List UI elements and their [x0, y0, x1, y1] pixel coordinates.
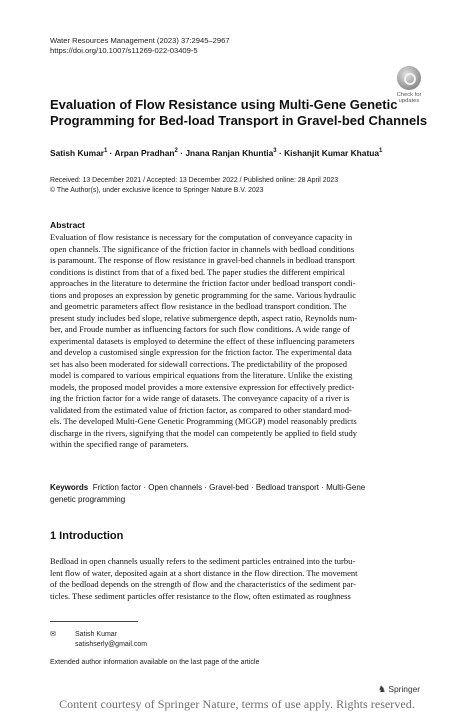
affiliation-mark: 2: [174, 148, 178, 155]
doi-link[interactable]: https://doi.org/10.1007/s11269-022-03409-5: [50, 46, 198, 55]
publisher-logo[interactable]: [378, 684, 420, 695]
springer-horse-icon: ♞: [378, 684, 387, 694]
author-name[interactable]: Jnana Ranjan Khuntia: [185, 148, 274, 158]
abstract-line: and develop a customised single expression for the friction factor. The experimental data: [50, 347, 352, 357]
author-separator: ·: [177, 148, 186, 158]
affiliation-mark: 3: [273, 148, 277, 155]
author-separator: ·: [276, 148, 285, 158]
abstract-line: model is compared to various empirical equations from the literature. Unlike the existing: [50, 370, 353, 380]
author-list: [50, 148, 382, 158]
author-name[interactable]: Satish Kumar: [50, 148, 104, 158]
abstract-body: [50, 232, 427, 451]
article-title: [50, 97, 430, 129]
publication-history: [50, 176, 338, 196]
intro-line: lent flow of water, deposited again at a short distance in the flow direction. The movement: [50, 567, 358, 578]
corresponding-author-email[interactable]: satishserly@gmail.com: [75, 641, 148, 648]
check-for-updates-icon[interactable]: [397, 66, 421, 90]
corresponding-author-name: Satish Kumar: [75, 631, 118, 638]
abstract-heading: Abstract: [50, 220, 85, 230]
abstract-line: open channels. The significance of the friction factor in channels with bedload conditions: [50, 243, 355, 254]
keywords-label: Keywords: [50, 483, 89, 492]
intro-line: ticles. These sediment particles offer resistance to the flow, often estimated as roughness: [50, 590, 351, 601]
abstract-line: validated from the estimated value of friction factor, as compared to other standard mod-: [50, 404, 352, 415]
keywords-list-continued: genetic programming: [50, 494, 126, 504]
intro-line: of the bedload depends on the strength of flow and the characteristics of the sediment par-: [50, 579, 356, 589]
courtesy-watermark: Content courtesy of Springer Nature, terms of use apply. Rights reserved.: [59, 697, 415, 711]
abstract-line: and geometric parameters affect flow resistance in the bedload transport condition. The: [50, 301, 347, 311]
abstract-line: is paramount. The response of flow resistance in gravel-bed channels in bedload transport: [50, 255, 356, 265]
abstract-line: within the specified range of parameters.: [50, 439, 189, 449]
check-for-updates-label: Check for updates: [396, 92, 422, 105]
abstract-line: ing the friction factor for a wide range of datasets. The conveyance capacity of a river is: [50, 393, 350, 403]
abstract-line: models, the proposed model provides a more extensive expression for effectively predict-: [50, 381, 355, 392]
abstract-line: present study includes bed slope, relative submergence depth, aspect ratio, Reynolds num-: [50, 312, 358, 323]
abstract-line: ber, and Froude number as influencing factors for such flow conditions. A wide range of: [50, 324, 350, 334]
affiliation-mark: 1: [104, 148, 108, 155]
author-name[interactable]: Arpan Pradhan: [114, 148, 175, 158]
keywords: [50, 482, 427, 505]
intro-line: Bedload in open channels usually refers to the sediment particles entrained into the turbu-: [50, 556, 356, 566]
abstract-line: set has also been moderated for sidewall corrections. The predictability of the proposed: [50, 358, 348, 369]
author-separator: ·: [107, 148, 115, 158]
abstract-line: discharge in the rivers, signifying that the model can competently be applied to field study: [50, 427, 357, 438]
affiliation-mark: 1: [379, 148, 383, 155]
keywords-list: Friction factor · Open channels · Gravel-bed · Bedload transport · Multi-Gene: [92, 483, 366, 492]
author-name[interactable]: Kishanjit Kumar Khatua: [284, 148, 380, 158]
abstract-line: conditions is distinct from that of a fixed bed. The paper studies the different empirical: [50, 266, 345, 277]
title-line: Programming for Bed-load Transport in Gravel-bed Channels: [50, 113, 428, 128]
copyright-line: © The Author(s), under exclusive licence to Springer Nature B.V. 2023: [50, 187, 264, 194]
corresponding-author: [50, 630, 147, 650]
abstract-line: Evaluation of flow resistance is necessary for the computation of conveyance capacity in: [50, 232, 353, 242]
extended-author-info: Extended author information available on the last page of the article: [50, 659, 260, 666]
title-line: Evaluation of Flow Resistance using Multi-Gene Genetic: [50, 97, 398, 112]
publisher-name: Springer: [388, 684, 421, 694]
abstract-line: tions and proposes an expression by genetic programming for the same. Various hydraulic: [50, 289, 357, 300]
introduction-body: [50, 556, 427, 602]
journal-citation: [50, 36, 230, 56]
envelope-icon: ✉: [50, 631, 56, 638]
abstract-line: experimental datasets is employed to determine the effect of these influencing parameters: [50, 335, 355, 346]
section-heading-introduction: 1 Introduction: [50, 530, 124, 542]
footnote-divider: [50, 621, 138, 622]
abstract-line: els. The developed Multi-Gene Genetic Programming (MGGP) model reasonably predicts: [50, 416, 357, 426]
dates-line: Received: 13 December 2021 / Accepted: 13 December 2022 / Published online: 28 April 2023: [50, 177, 339, 184]
abstract-line: approaches in the literature to determine the friction factor under bedload transport condi-: [50, 278, 356, 288]
journal-line: Water Resources Management (2023) 37:2945–2967: [50, 36, 230, 45]
